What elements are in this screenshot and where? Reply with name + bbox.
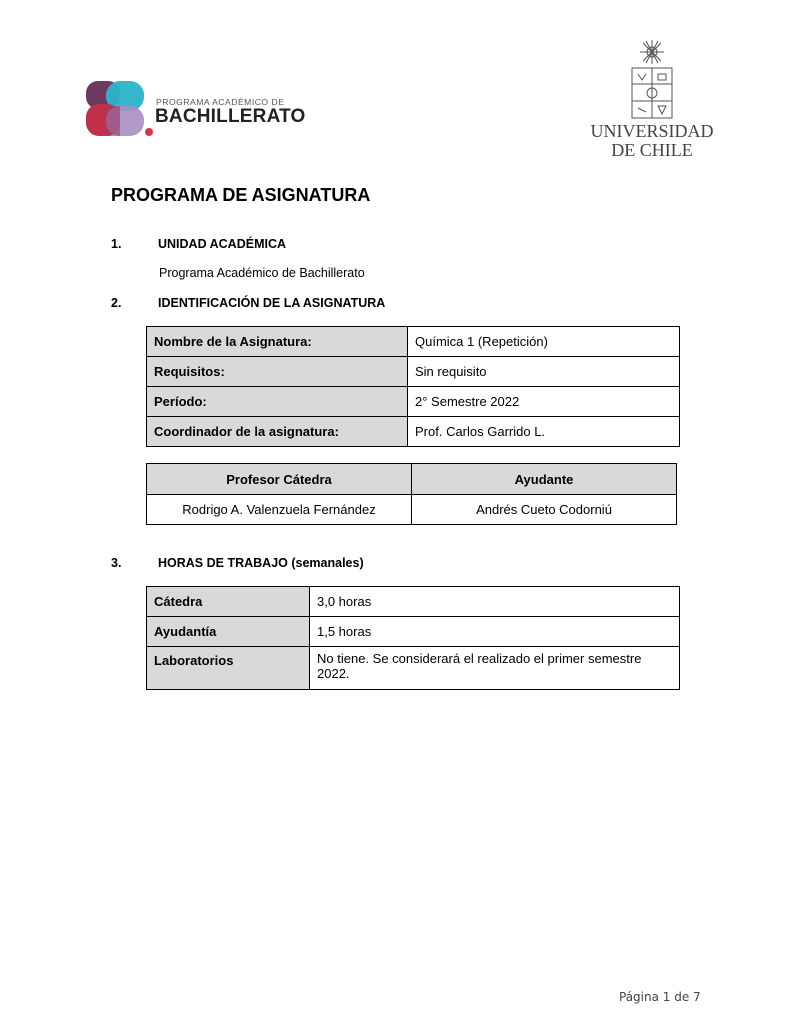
assistant-name: Andrés Cueto Codorniú [412, 495, 677, 525]
uch-line-1: UNIVERSIDAD [590, 121, 714, 141]
row-label: Ayudantía [147, 617, 310, 647]
table-row [147, 647, 680, 690]
professor-name: Rodrigo A. Valenzuela Fernández [147, 495, 412, 525]
row-value: Sin requisito [408, 357, 680, 387]
section-2-title: IDENTIFICACIÓN DE LA ASIGNATURA [158, 296, 386, 310]
row-value: Prof. Carlos Garrido L. [408, 417, 680, 447]
page-number: Página 1 de 7 [619, 990, 701, 1004]
row-label: Requisitos: [147, 357, 408, 387]
table-header-row [147, 464, 677, 495]
universidad-de-chile-wordmark [582, 122, 722, 160]
row-value: Química 1 (Repetición) [408, 327, 680, 357]
university-crest-icon [628, 38, 676, 120]
row-label: Período: [147, 387, 408, 417]
row-label: Coordinador de la asignatura: [147, 417, 408, 447]
table-row [147, 387, 680, 417]
section-3-number: 3. [111, 556, 122, 570]
section-1-number: 1. [111, 237, 122, 251]
row-value: No tiene. Se considerará el realizado el primer semestre 2022. [310, 647, 680, 690]
course-identification-table [146, 326, 680, 447]
teaching-staff-table [146, 463, 677, 525]
bachillerato-logo-subtitle: PROGRAMA ACADÉMICO DE [156, 97, 285, 107]
row-label: Cátedra [147, 587, 310, 617]
table-row [147, 495, 677, 525]
table-row [147, 417, 680, 447]
bachillerato-logo [84, 80, 324, 140]
bachillerato-logo-mark [84, 80, 154, 140]
table-row [147, 327, 680, 357]
column-header-professor: Profesor Cátedra [147, 464, 412, 495]
table-row [147, 587, 680, 617]
universidad-de-chile-logo [582, 38, 722, 163]
column-header-assistant: Ayudante [412, 464, 677, 495]
row-value: 2° Semestre 2022 [408, 387, 680, 417]
section-1-title: UNIDAD ACADÉMICA [158, 237, 287, 251]
table-row [147, 617, 680, 647]
table-row [147, 357, 680, 387]
row-value: 3,0 horas [310, 587, 680, 617]
section-2-number: 2. [111, 296, 122, 310]
section-1-text: Programa Académico de Bachillerato [159, 266, 365, 280]
work-hours-table [146, 586, 680, 690]
section-3-title [158, 556, 364, 570]
uch-line-2: DE CHILE [611, 140, 693, 160]
row-value: 1,5 horas [310, 617, 680, 647]
row-label: Laboratorios [147, 647, 310, 690]
bachillerato-logo-title: BACHILLERATO [155, 106, 306, 127]
section-3-title-main: HORAS DE TRABAJO [158, 556, 288, 570]
document-title: PROGRAMA DE ASIGNATURA [111, 185, 371, 205]
row-label: Nombre de la Asignatura: [147, 327, 408, 357]
section-3-title-suffix: (semanales) [287, 556, 364, 570]
